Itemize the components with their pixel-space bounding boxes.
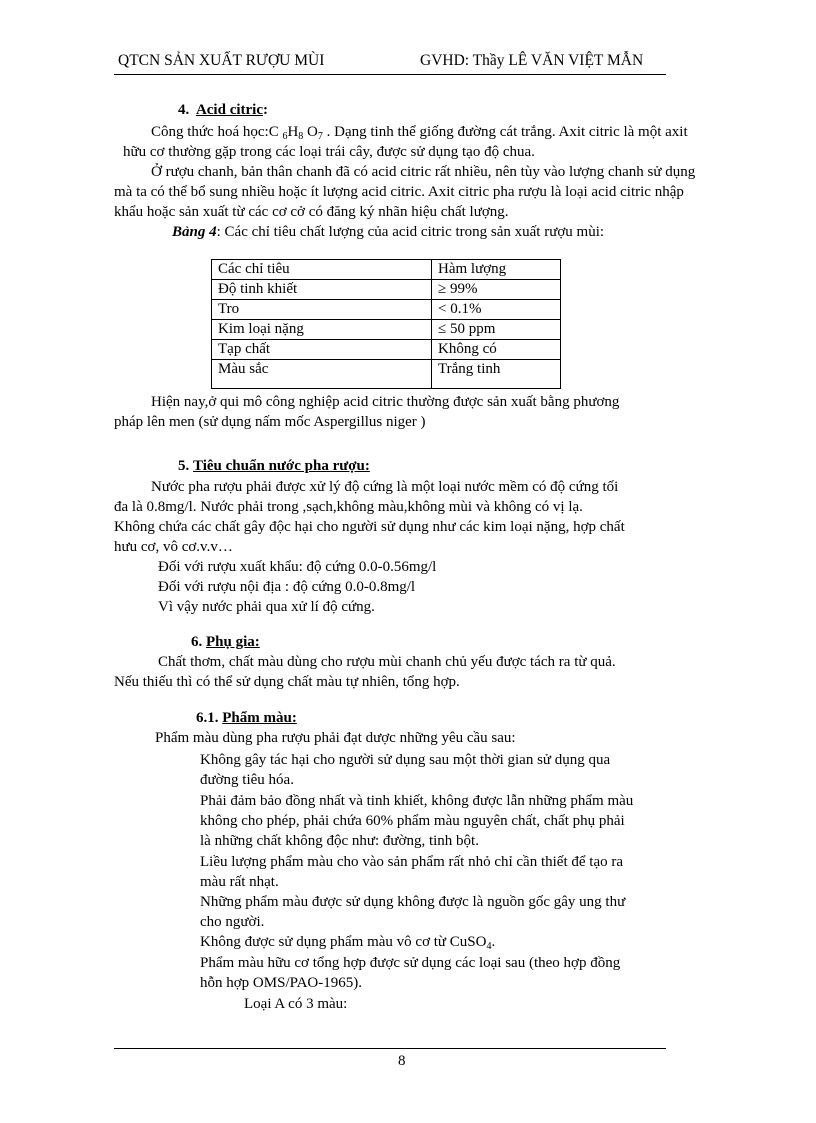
table-header-row bbox=[212, 260, 561, 280]
quality-table bbox=[211, 259, 561, 389]
paragraph-line: Không chứa các chất gây độc hại cho người sử dụng như các kim loại nặng, hợp chất bbox=[114, 519, 625, 535]
table-row bbox=[212, 300, 561, 320]
section-title: Tiêu chuẩn nước pha rượu: bbox=[193, 458, 370, 474]
requirement-line: màu rất nhạt. bbox=[200, 874, 279, 890]
section-number: 5. bbox=[178, 458, 190, 474]
table-cell: Tạp chất bbox=[212, 340, 432, 360]
paragraph-line: khẩu hoặc sản xuất từ các cơ cở có đăng ký nhãn hiệu chất lượng. bbox=[114, 204, 509, 220]
table-row bbox=[212, 340, 561, 360]
requirement-line: cho người. bbox=[200, 914, 265, 930]
table-header-cell: Các chỉ tiêu bbox=[212, 260, 432, 280]
table-caption-text: : Các chỉ tiêu chất lượng của acid citric trong sản xuất rượu mùi: bbox=[216, 224, 605, 240]
table-header-cell: Hàm lượng bbox=[432, 260, 561, 280]
section-colon: : bbox=[263, 102, 268, 118]
paragraph-line: Đối với rượu nội địa : độ cứng 0.0-0.8mg/l bbox=[158, 579, 416, 595]
requirement-line: là những chất không độc như: đường, tinh bột. bbox=[200, 833, 479, 849]
paragraph-line: Nếu thiếu thì có thể sử dụng chất màu tự nhiên, tổng hợp. bbox=[114, 674, 460, 690]
table-cell: < 0.1% bbox=[432, 300, 561, 320]
table-cell: Độ tinh khiết bbox=[212, 280, 432, 300]
paragraph-line: mà ta có thể bổ sung nhiều hoặc ít lượng acid citric. Axit citric pha rượu là loại acid citric nhập bbox=[114, 184, 684, 200]
section-number: 6.1. bbox=[196, 710, 219, 726]
paragraph-line: Nước pha rượu phải được xử lý độ cứng là một loại nước mềm có độ cứng tối bbox=[151, 479, 619, 495]
requirement-line: Phẩm màu hữu cơ tổng hợp được sử dụng các loại sau (theo hợp đồng bbox=[200, 955, 621, 971]
paragraph-line: Phẩm màu dùng pha rượu phải đạt dược những yêu cầu sau: bbox=[155, 730, 516, 746]
page-header bbox=[114, 50, 666, 75]
formula-suffix: . Dạng tinh thể giống đường cát trắng. Axit citric là một axit bbox=[322, 124, 688, 140]
paragraph-line: Vì vậy nước phải qua xử lí độ cứng. bbox=[158, 599, 375, 615]
header-title: QTCN SẢN XUẤT RƯỢU MÙI bbox=[118, 52, 325, 69]
section-5-heading bbox=[178, 457, 370, 476]
paragraph-line: Ở rượu chanh, bản thân chanh đã có acid citric rất nhiều, nên tùy vào lượng chanh sử dụng bbox=[151, 164, 696, 180]
section-title: Acid citric bbox=[195, 102, 263, 118]
requirement-line bbox=[200, 933, 495, 952]
table-cell: Trắng tinh bbox=[432, 360, 561, 389]
table-row bbox=[212, 320, 561, 340]
paragraph-line: đa là 0.8mg/l. Nước phải trong ,sạch,không màu,không mùi và không có vị lạ. bbox=[114, 499, 583, 515]
table-row bbox=[212, 360, 561, 389]
formula-sub: 6 bbox=[282, 131, 288, 142]
section-6-heading bbox=[191, 633, 260, 652]
section-title: Phẩm màu: bbox=[222, 710, 297, 726]
table-caption bbox=[172, 223, 604, 242]
paragraph-line: hữu cơ thường gặp trong các loại trái cây, được sử dụng tạo độ chua. bbox=[123, 144, 535, 160]
cuso4-text: Không được sử dụng phẩm màu vô cơ từ CuSO bbox=[200, 934, 487, 950]
section-6-1-heading bbox=[196, 709, 297, 728]
formula-sub: 8 bbox=[298, 131, 304, 142]
table-cell: ≤ 50 ppm bbox=[432, 320, 561, 340]
requirement-line: đường tiêu hóa. bbox=[200, 772, 294, 788]
section-number: 4. bbox=[178, 102, 190, 118]
paragraph-line: Chất thơm, chất màu dùng cho rượu mùi chanh chủ yếu được tách ra từ quả. bbox=[158, 654, 616, 670]
requirement-line: Liều lượng phẩm màu cho vào sản phẩm rất nhỏ chỉ cần thiết để tạo ra bbox=[200, 854, 624, 870]
table-cell: Tro bbox=[212, 300, 432, 320]
formula-line bbox=[151, 123, 688, 142]
paragraph-line: pháp lên men (sử dụng nấm mốc Aspergillus niger ) bbox=[114, 414, 426, 430]
table-caption-label: Bảng 4 bbox=[172, 224, 217, 240]
section-number: 6. bbox=[191, 634, 203, 650]
section-4-heading bbox=[178, 101, 268, 120]
footer-rule bbox=[114, 1048, 666, 1049]
section-title: Phụ gia: bbox=[206, 634, 260, 650]
requirement-line: Không gây tác hại cho người sử dụng sau một thời gian sử dụng qua bbox=[200, 752, 611, 768]
cuso4-sub: 4 bbox=[486, 941, 492, 952]
table-cell: ≥ 99% bbox=[432, 280, 561, 300]
cuso4-period: . bbox=[491, 934, 496, 950]
requirement-line: Phải đảm bảo đồng nhất và tinh khiết, không được lẫn những phẩm màu bbox=[200, 793, 634, 809]
table-cell: Kim loại nặng bbox=[212, 320, 432, 340]
requirement-line: Loại A có 3 màu: bbox=[244, 996, 348, 1012]
page-number: 8 bbox=[398, 1053, 406, 1069]
formula-prefix: Công thức hoá học:C bbox=[151, 124, 283, 140]
table-cell: Không có bbox=[432, 340, 561, 360]
paragraph-line: hưu cơ, vô cơ.v.v… bbox=[114, 539, 233, 555]
table-row bbox=[212, 280, 561, 300]
formula-sub: 7 bbox=[317, 131, 323, 142]
paragraph-line: Đối với rượu xuất khẩu: độ cứng 0.0-0.56mg/l bbox=[158, 559, 437, 575]
paragraph-line: Hiện nay,ở qui mô công nghiệp acid citric thường được sản xuất bằng phương bbox=[151, 394, 620, 410]
header-advisor: GVHD: Thầy LÊ VĂN VIỆT MẪN bbox=[420, 52, 644, 69]
requirement-line: không cho phép, phải chứa 60% phẩm màu nguyên chất, chất phụ phải bbox=[200, 813, 625, 829]
requirement-line: Những phẩm màu được sử dụng không được là nguồn gốc gây ung thư bbox=[200, 894, 626, 910]
formula-o: O bbox=[303, 124, 318, 140]
requirement-line: hỗn hợp OMS/PAO-1965). bbox=[200, 975, 362, 991]
formula-h: H bbox=[287, 124, 299, 140]
table-cell: Màu sắc bbox=[212, 360, 432, 389]
